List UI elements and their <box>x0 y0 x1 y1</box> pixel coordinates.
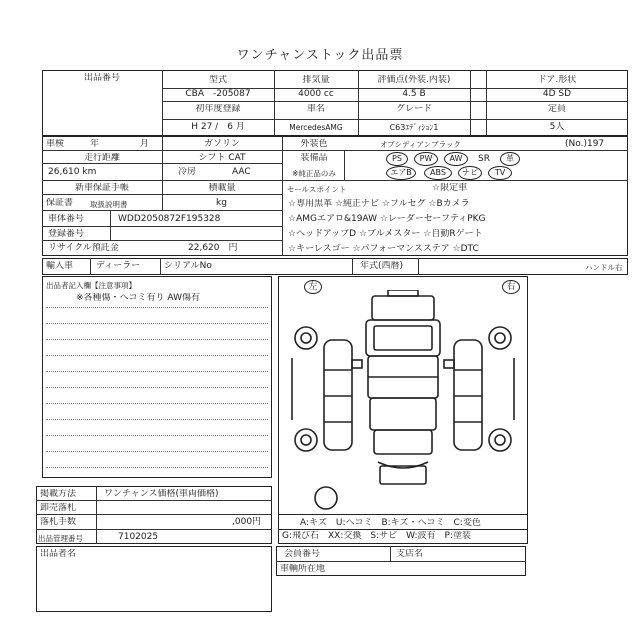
displacement-value: 4000 cc <box>298 89 334 99</box>
capacity-value: 5人 <box>549 122 565 132</box>
car-diagram <box>280 290 526 516</box>
first-reg-label: 初年度登録 <box>195 104 241 114</box>
left-marker: 左 <box>304 280 322 294</box>
page-title: ワンチャンストック出品票 <box>236 48 404 63</box>
doors-label: ドア.形状 <box>537 75 577 85</box>
model-value: CBA -205087 <box>185 89 251 99</box>
mileage-value: 26,610 km <box>48 167 97 177</box>
location-label: 車輌所在地 <box>280 564 326 574</box>
equip-aw: AW <box>444 152 468 166</box>
price-value: ワンチャンス価格(車両価格) <box>104 489 219 499</box>
serial-label: シリアルNo <box>164 261 212 271</box>
inspection-label: 車検 <box>46 139 65 149</box>
equip-sr: SR <box>478 154 490 164</box>
doors-value: 4D SD <box>542 89 572 99</box>
year-label: 年式(西暦) <box>360 261 404 271</box>
load-unit: kg <box>216 198 227 208</box>
right-marker: 右 <box>502 280 520 294</box>
carname-value: MercedesAMG <box>289 123 343 132</box>
branch-label: 支店名 <box>396 549 424 559</box>
inspection-month: 月 <box>140 139 150 149</box>
receipt-label: 保証書 <box>46 198 74 208</box>
equip-airbag: エアB <box>386 166 416 180</box>
receipt-note: 取扱説明書 <box>90 200 128 209</box>
importer-label: 輸入車 <box>46 261 74 271</box>
load-label: 積載量 <box>208 183 236 193</box>
reg-label: 登録番号 <box>48 229 85 239</box>
model-label: 型式 <box>208 75 227 85</box>
capacity-label: 定員 <box>547 104 566 114</box>
sales-line-4: ☆キーレスゴー ☆パフォーマンスステア ☆DTC <box>288 244 479 254</box>
mgmt-value: 7102025 <box>118 532 159 542</box>
sales-label: セールスポイント <box>287 185 347 194</box>
sales-line-2: ☆AMGエアロ&19AW ☆レーダーセーフティPKG <box>288 214 486 224</box>
equip-label: 装備品 <box>300 153 328 163</box>
new-warranty-label: 新車保証手帳 <box>74 183 129 193</box>
notes-header: 出品者記入欄【注意事項】 <box>46 281 136 290</box>
ac-label: 冷房 <box>178 167 197 177</box>
bid-value: ,000円 <box>232 517 262 527</box>
vin-value: WDD2050872F195328 <box>118 214 221 224</box>
handle-value: ハンドル右 <box>585 263 623 272</box>
ac-value: AAC <box>232 167 251 177</box>
legend-line-1: A:キズ U:ヘコミ B:キズ・ヘコミ C:変色 <box>300 518 481 528</box>
score-label: 評価点(外装.内装) <box>377 75 451 85</box>
carname-label: 車名 <box>306 104 325 114</box>
first-reg-value: H 27 / 6 月 <box>191 122 245 132</box>
displacement-label: 排気量 <box>302 75 330 85</box>
equip-leather: 革 <box>500 152 520 166</box>
equip-navi: ナビ <box>458 166 482 180</box>
notes-line-1: ※各種傷・ヘコミ有り AW傷有 <box>76 293 200 303</box>
inspection-year: 年 <box>90 139 100 149</box>
shift-label: シフト CAT <box>198 153 246 163</box>
mgmt-label: 出品管理番号 <box>38 534 83 543</box>
equip-pw: PW <box>414 152 438 166</box>
equip-sub-label: ※純正品のみ <box>292 169 336 178</box>
equip-ps: PS <box>386 152 408 166</box>
color-no: (No.)197 <box>565 139 605 149</box>
recycle-label: リサイクル預託金 <box>48 243 119 253</box>
grade-value: C63ｴﾃﾞｨｼｮﾝ1 <box>389 123 439 132</box>
equip-tv: TV <box>488 166 512 180</box>
exhibitor-label: 出品者名 <box>40 549 77 559</box>
legend-line-2: G:飛び石 XX:交換 S:サビ W:波有 P:塗装 <box>282 531 471 541</box>
sales-line-3: ☆ヘッドアップD ☆ブルメスター ☆自動Rゲート <box>288 229 483 239</box>
sales-limited: ☆限定車 <box>432 183 468 193</box>
fuel-value: ガソリン <box>203 139 240 149</box>
color-label: 外装色 <box>300 139 328 149</box>
result-label: 卸売落札 <box>40 503 77 513</box>
member-label: 会員番号 <box>284 549 321 559</box>
sales-line-1: ☆専用黒革 ☆純正ナビ ☆フルセグ ☆Bカメラ <box>288 199 470 209</box>
grade-label: グレード <box>395 104 432 114</box>
lot-label: 出品番号 <box>83 73 120 83</box>
price-label: 掲載方法 <box>40 489 77 499</box>
mileage-label: 走行距離 <box>83 153 120 163</box>
vin-label: 車体番号 <box>48 214 85 224</box>
equip-abs: ABS <box>424 166 452 180</box>
recycle-value: 22,620 円 <box>188 243 238 253</box>
importer-value: ディーラー <box>96 261 141 271</box>
score-value: 4.5 B <box>402 89 426 99</box>
bid-label: 落札手数 <box>40 517 77 527</box>
color-value: オブシディアンブラック <box>380 140 461 149</box>
